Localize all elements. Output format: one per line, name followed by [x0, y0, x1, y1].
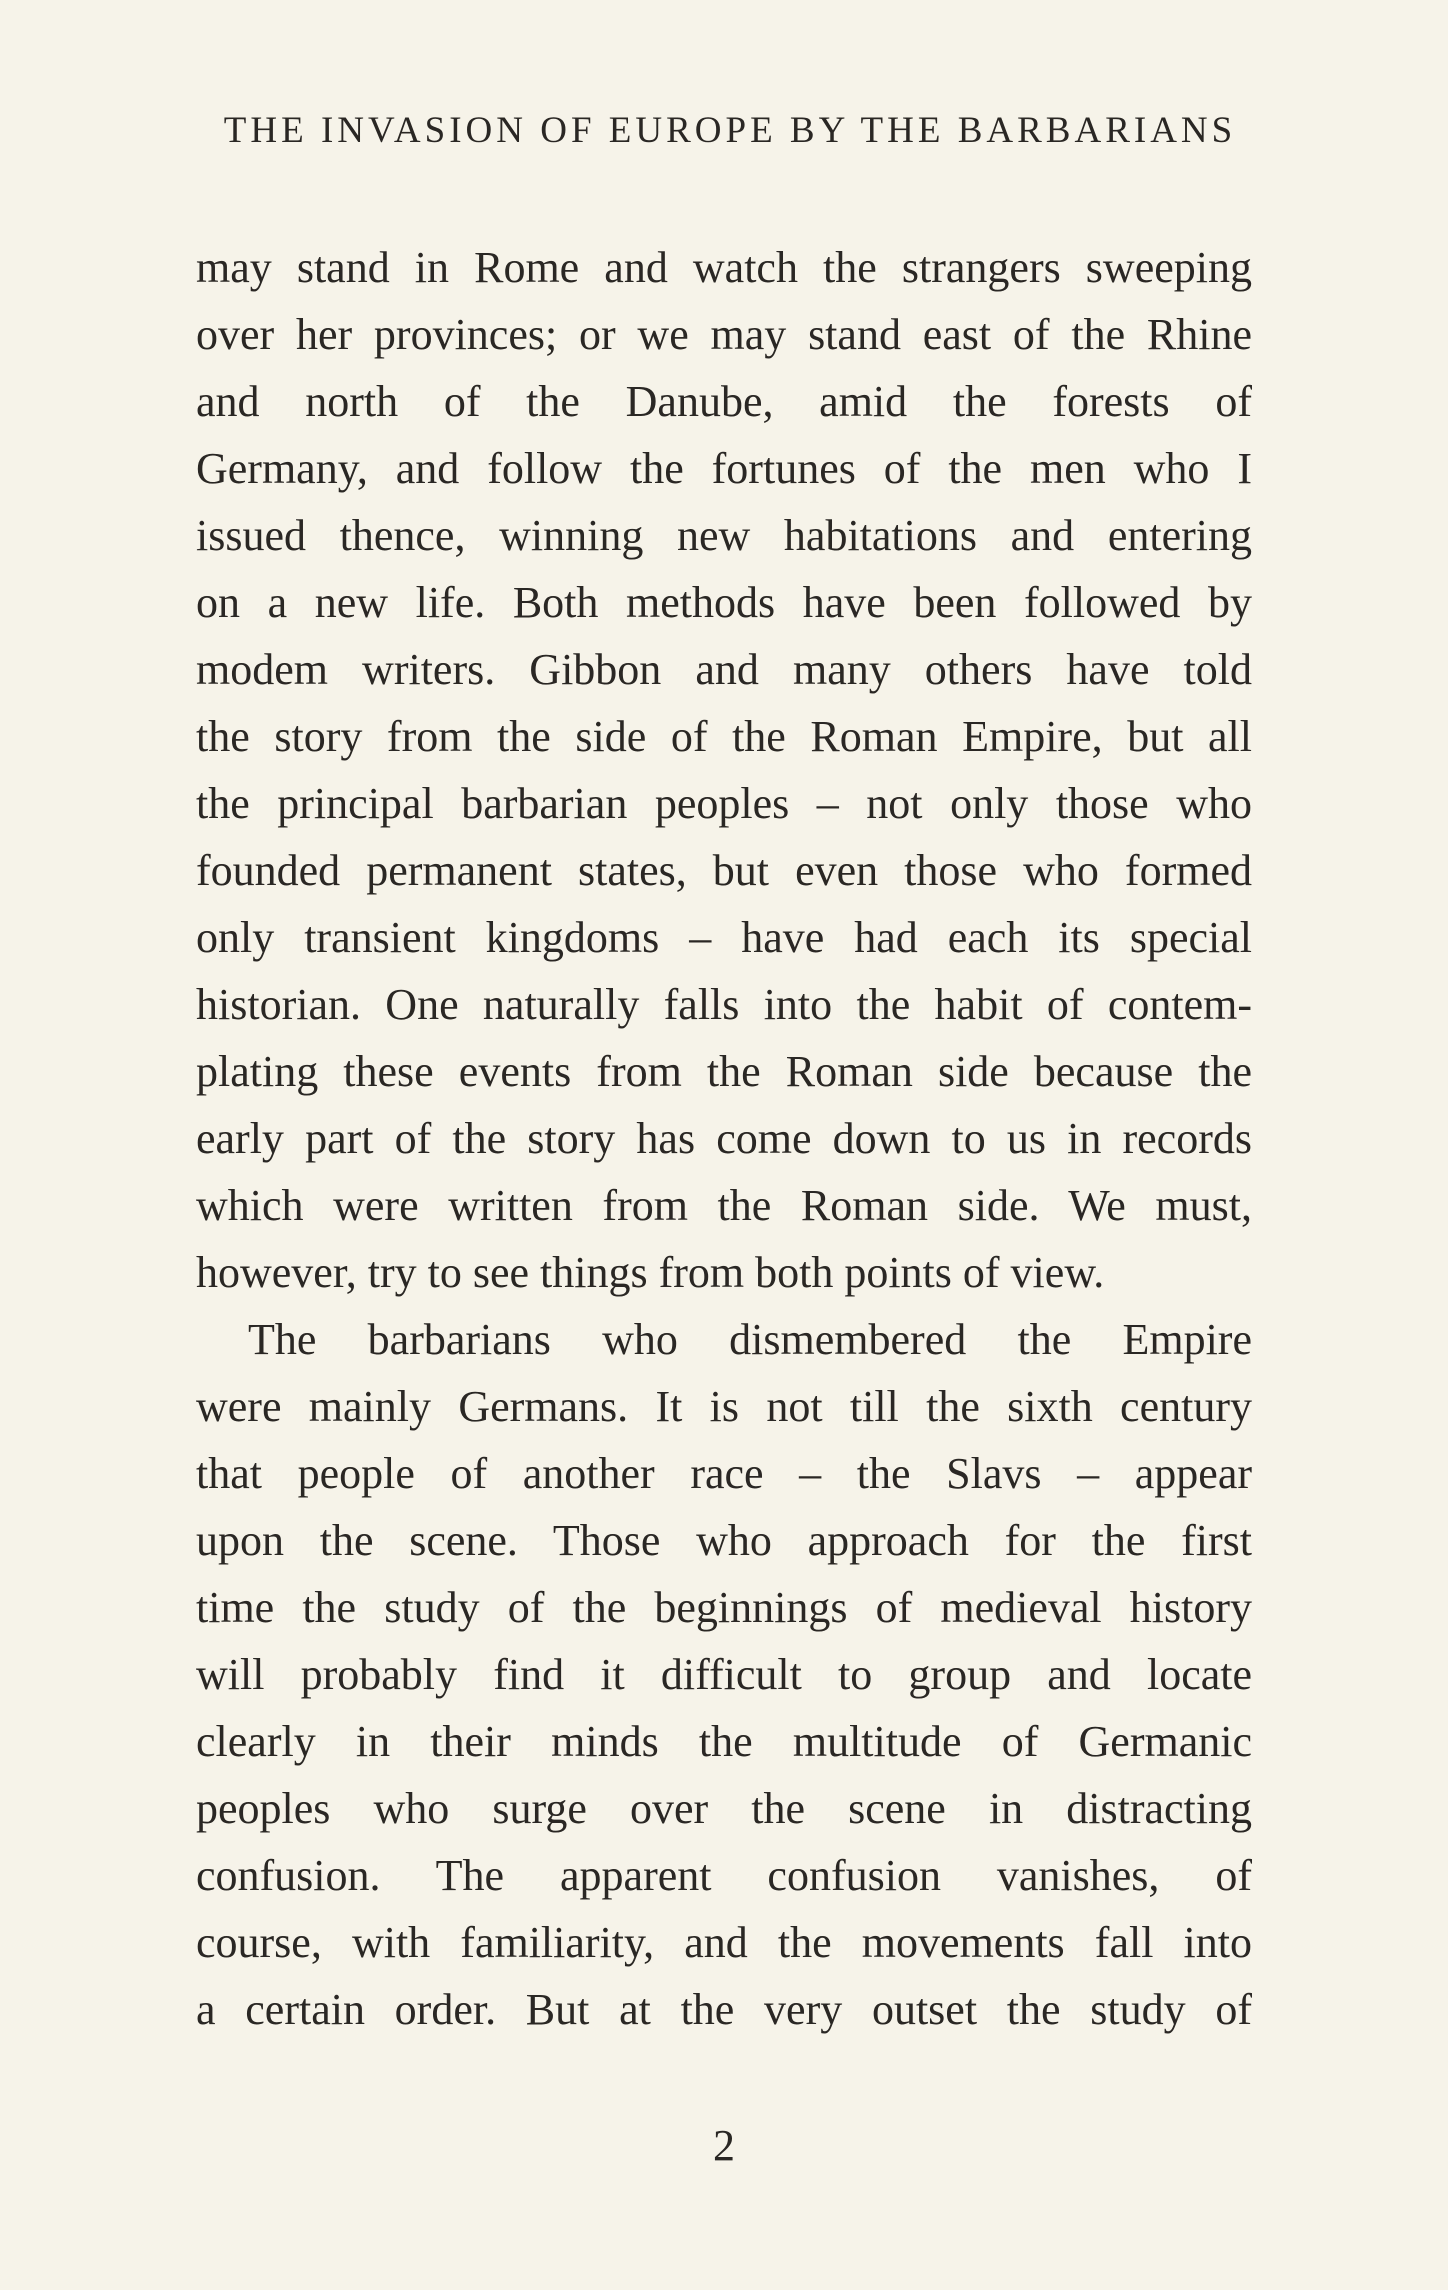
running-header: THE INVASION OF EUROPE BY THE BARBARIANS — [223, 110, 1237, 151]
text-line: which were written from the Roman side. We must, — [196, 1181, 1252, 1230]
text-line: were mainly Germans. It is not till the sixth century — [196, 1382, 1252, 1431]
text-line: confusion. The apparent confusion vanishes, of — [196, 1851, 1252, 1900]
text-line: and north of the Danube, amid the forests of — [196, 377, 1252, 426]
text-line: early part of the story has come down to us in records — [196, 1114, 1252, 1163]
text-line: time the study of the beginnings of medieval history — [196, 1583, 1252, 1632]
page-number: 2 — [713, 2121, 735, 2170]
text-line: clearly in their minds the multitude of Germanic — [196, 1717, 1252, 1766]
text-line: that people of another race – the Slavs – appear — [196, 1449, 1252, 1498]
text-line: course, with familiarity, and the movements fall into — [196, 1918, 1252, 1967]
text-line: peoples who surge over the scene in distracting — [196, 1784, 1252, 1833]
text-line: founded permanent states, but even those who formed — [196, 846, 1252, 895]
text-line: may stand in Rome and watch the strangers sweeping — [196, 243, 1252, 292]
text-line: historian. One naturally falls into the habit of contem- — [196, 980, 1252, 1029]
body-text — [196, 234, 1252, 2043]
text-line: Germany, and follow the fortunes of the men who I — [196, 444, 1252, 493]
text-line: a certain order. But at the very outset the study of — [196, 1985, 1252, 2034]
text-line: plating these events from the Roman side because the — [196, 1047, 1252, 1096]
text-line: The barbarians who dismembered the Empire — [248, 1315, 1252, 1364]
text-line: modem writers. Gibbon and many others have told — [196, 645, 1252, 694]
text-line: on a new life. Both methods have been followed by — [196, 578, 1252, 627]
text-line: only transient kingdoms – have had each its special — [196, 913, 1252, 962]
text-line: over her provinces; or we may stand east of the Rhine — [196, 310, 1252, 359]
text-line: however, try to see things from both points of view. — [196, 1248, 1105, 1297]
text-line: issued thence, winning new habitations and entering — [196, 511, 1252, 560]
text-line: the principal barbarian peoples – not only those who — [196, 779, 1252, 828]
text-line: will probably find it difficult to group and locate — [196, 1650, 1252, 1699]
text-line: the story from the side of the Roman Empire, but all — [196, 712, 1252, 761]
text-line: upon the scene. Those who approach for the first — [196, 1516, 1252, 1565]
